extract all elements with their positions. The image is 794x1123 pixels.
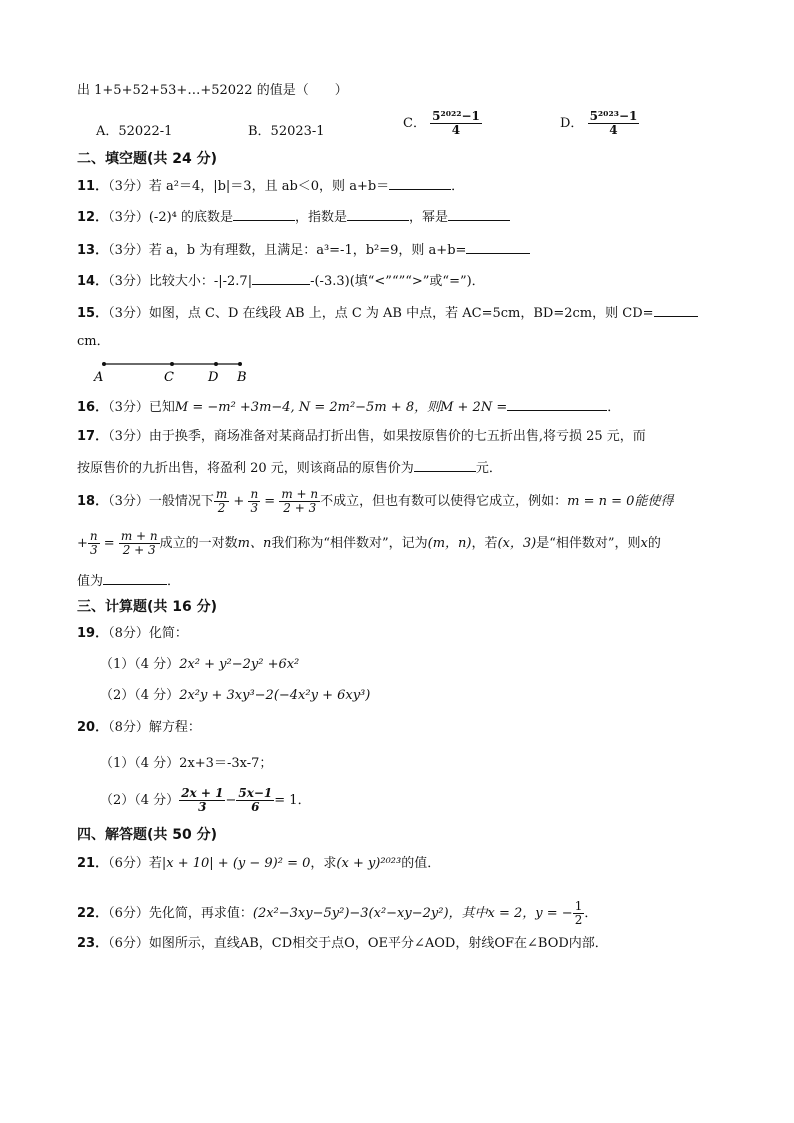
section-3-heading: 三、计算题(共 16 分)	[77, 599, 218, 615]
q22-frac-den: 2	[574, 913, 583, 927]
option-c-label: C．	[403, 116, 426, 131]
q18-frac2-mn-den: 2 + 3	[122, 543, 156, 557]
point-c-dot	[170, 362, 174, 366]
point-d-label: D	[208, 370, 219, 385]
q20-part-2	[100, 787, 311, 814]
q12-text-3: ，幂是	[409, 210, 449, 225]
q18-blank[interactable]	[103, 571, 167, 585]
q19-part-2-expr: 2x²y + 3xy³−2(−4x²y + 6xy³)	[179, 688, 371, 703]
q21-text-1: （6分）若	[108, 856, 162, 871]
option-d-label: D．	[560, 116, 584, 131]
q15-blank[interactable]	[654, 303, 698, 317]
option-d-denominator: 4	[609, 123, 618, 137]
q23-number: 23．	[77, 936, 109, 951]
q18-frac2-n-num: n	[89, 529, 98, 543]
q18-frac-mn-den: 2 + 3	[283, 501, 317, 515]
section-2-heading: 二、填空题(共 24 分)	[77, 151, 218, 167]
q18-frac-n-den: 3	[250, 501, 259, 515]
q18-text-2b: 成立的一对数	[159, 536, 238, 551]
q19-part-1-label: （1）（4 分）	[100, 657, 180, 672]
q18-text-2d: 我们称为“相伴数对”，记为	[271, 536, 428, 551]
question-18-line-2: + $\frac{n}{3}$ = $\frac{m + n}{2 + 3}$ 成立的一对数m、n我们称为“相伴数对”，记为(m，n)，若(x，3)是“相伴数对”，则x的	[77, 529, 661, 557]
q18-text-3: 值为	[77, 574, 104, 589]
q11-text: （3分）若 a²＝4，|b|＝3，且 ab＜0，则 a+b＝	[108, 179, 390, 194]
q22-text: （6分）先化简，再求值：	[108, 906, 253, 921]
q15-number: 15．	[77, 306, 109, 321]
q16-end: ．	[607, 400, 621, 415]
q18-frac2-n-den: 3	[89, 543, 98, 557]
q17-blank[interactable]	[414, 458, 476, 472]
q18-text-2g: (x，3)	[497, 536, 537, 551]
q18-frac-m-den: 2	[217, 501, 226, 515]
q13-blank[interactable]	[466, 240, 530, 254]
q18-frac-n-num: n	[250, 487, 259, 501]
q12-text-2: ，指数是	[295, 210, 348, 225]
q20-part-2-label: （2）（4 分）	[100, 793, 180, 808]
q18-text-1c: m = n = 0能使得	[567, 494, 674, 509]
q16-expression: M = −m² +3m−4, N = 2m²−5m + 8，则M + 2N =	[174, 400, 508, 415]
q18-text-2j: 的	[647, 536, 661, 551]
question-18-line-3	[77, 571, 180, 591]
point-b-dot	[238, 362, 242, 366]
option-c-denominator: 4	[451, 123, 461, 137]
q22-frac-num: 1	[574, 899, 583, 913]
q20-text: （8分）解方程：	[108, 720, 201, 735]
q10-option-d	[560, 110, 639, 137]
question-17-line-2	[77, 458, 502, 478]
q12-blank-2[interactable]	[347, 207, 409, 221]
q11-number: 11．	[77, 179, 109, 194]
q20-frac-2-num: 5x−1	[238, 786, 273, 800]
question-22	[77, 900, 597, 927]
q18-text-2i: x	[640, 536, 648, 551]
q20-minus: −	[225, 793, 237, 808]
q20-part-1: （1）（4 分）2x+3＝-3x-7；	[100, 756, 273, 771]
question-16	[77, 397, 620, 417]
q22-expression: (2x²−3xy−5y²)−3(x²−xy−2y²)，其中x = 2，y = −	[252, 906, 573, 921]
q18-end: ．	[167, 574, 181, 589]
q20-frac-1-num: 2x + 1	[181, 786, 224, 800]
option-c-numerator: 5²⁰²²−1	[432, 109, 480, 123]
q21-number: 21．	[77, 856, 109, 871]
question-19	[77, 625, 188, 643]
q14-text-1: （3分）比较大小：-|-2.7|	[108, 274, 253, 289]
q21-expression: |x + 10| + (y − 9)² = 0	[161, 856, 311, 871]
segment-figure	[90, 355, 260, 387]
point-b-label: B	[237, 370, 247, 385]
q17-number: 17．	[77, 429, 109, 444]
q12-blank-1[interactable]	[233, 207, 295, 221]
q17-text-2: 按原售价的九折出售，将盈利 20 元，则该商品的原售价为	[77, 461, 414, 476]
point-a-label: A	[94, 370, 104, 385]
q18-text-2e: (m，n)	[427, 536, 472, 551]
q20-number: 20．	[77, 720, 109, 735]
q23-text: （6分）如图所示，直线AB，CD相交于点O，OE平分∠AOD，射线OF在∠BOD内部．	[108, 936, 608, 951]
q12-blank-3[interactable]	[448, 207, 510, 221]
point-c-label: C	[164, 370, 174, 385]
q19-part-2-label: （2）（4 分）	[100, 688, 180, 703]
q18-frac-mn-num: m + n	[281, 487, 319, 501]
point-d-dot	[214, 362, 218, 366]
q22-number: 22．	[77, 906, 109, 921]
q18-text-2h: 是“相伴数对”，则	[536, 536, 641, 551]
q13-number: 13．	[77, 243, 109, 258]
question-11	[77, 176, 464, 196]
question-15	[77, 303, 698, 323]
q18-frac-m-num: m	[215, 487, 228, 501]
question-13	[77, 240, 530, 260]
q14-number: 14．	[77, 274, 109, 289]
q11-blank[interactable]	[389, 176, 451, 190]
q18-number: 18．	[77, 494, 109, 509]
q13-text: （3分）若 a，b 为有理数，且满足：a³=-1，b²=9，则 a+b=	[108, 243, 467, 258]
q21-text-3: 的值．	[401, 856, 441, 871]
q19-text: （8分）化简：	[108, 626, 188, 641]
q16-blank[interactable]	[507, 397, 607, 411]
section-4-heading: 四、解答题(共 50 分)	[77, 827, 218, 843]
question-17-line-1	[77, 428, 646, 446]
q18-text-2f: ，若	[471, 536, 498, 551]
q15-end: cm．	[77, 334, 110, 349]
q20-equals: = 1．	[274, 793, 311, 808]
q12-number: 12．	[77, 210, 109, 225]
q10-option-b: B．52023-1	[248, 124, 325, 139]
q18-text-1a: （3分）一般情况下	[108, 494, 214, 509]
q17-end: 元．	[475, 461, 502, 476]
q21-text-2: ，求	[310, 856, 337, 871]
q21-expression-2: (x + y)²⁰²³	[336, 856, 402, 871]
q19-number: 19．	[77, 626, 109, 641]
q17-text-1: （3分）由于换季，商场准备对某商品打折出售，如果按原售价的七五折出售,将亏损 25 元，而	[108, 429, 646, 444]
q20-frac-2-den: 6	[251, 800, 260, 814]
point-a-dot	[102, 362, 106, 366]
q12-text-1: （3分）(-2)⁴ 的底数是	[108, 210, 234, 225]
q19-part-1	[100, 656, 299, 674]
question-18-line-1: 18．（3分）一般情况下 $\frac{m}{2}$ + $\frac{n}{3}$ = $\frac{m + n}{2 + 3}$ 不成立，但也有数可以使得它成立，例如：m = n = 0能使得	[77, 487, 674, 515]
q18-frac2-mn-num: m + n	[120, 529, 158, 543]
q15-text: （3分）如图，点 C、D 在线段 AB 上，点 C 为 AB 中点，若 AC=5cm，BD=2cm，则 CD=	[108, 306, 654, 321]
q18-plus: +	[77, 536, 88, 551]
q10-option-a: A．52022-1	[96, 124, 173, 139]
q10-option-c	[403, 110, 482, 137]
q20-frac-1-den: 3	[198, 800, 207, 814]
q14-text-2: -(-3.3)(填“<”“”“>”或“=”)．	[310, 274, 485, 289]
question-12	[77, 207, 510, 227]
q18-text-2c: m、n	[237, 536, 272, 551]
q11-end: ．	[451, 179, 465, 194]
q19-part-2	[100, 687, 370, 705]
question-23	[77, 935, 608, 953]
q10-stem: 出 1+5+52+53+…+52022 的值是（ ）	[77, 83, 348, 98]
q19-part-1-expr: 2x² + y²−2y² +6x²	[179, 657, 300, 672]
q16-text: （3分）已知	[108, 400, 175, 415]
question-21	[77, 855, 440, 873]
q14-blank[interactable]	[252, 271, 310, 285]
option-d-numerator: 5²⁰²³−1	[589, 109, 638, 123]
question-14	[77, 271, 485, 291]
q22-end: ．	[584, 906, 598, 921]
q18-text-1b: 不成立，但也有数可以使得它成立，例如：	[320, 494, 568, 509]
question-20	[77, 719, 201, 737]
q16-number: 16．	[77, 400, 109, 415]
